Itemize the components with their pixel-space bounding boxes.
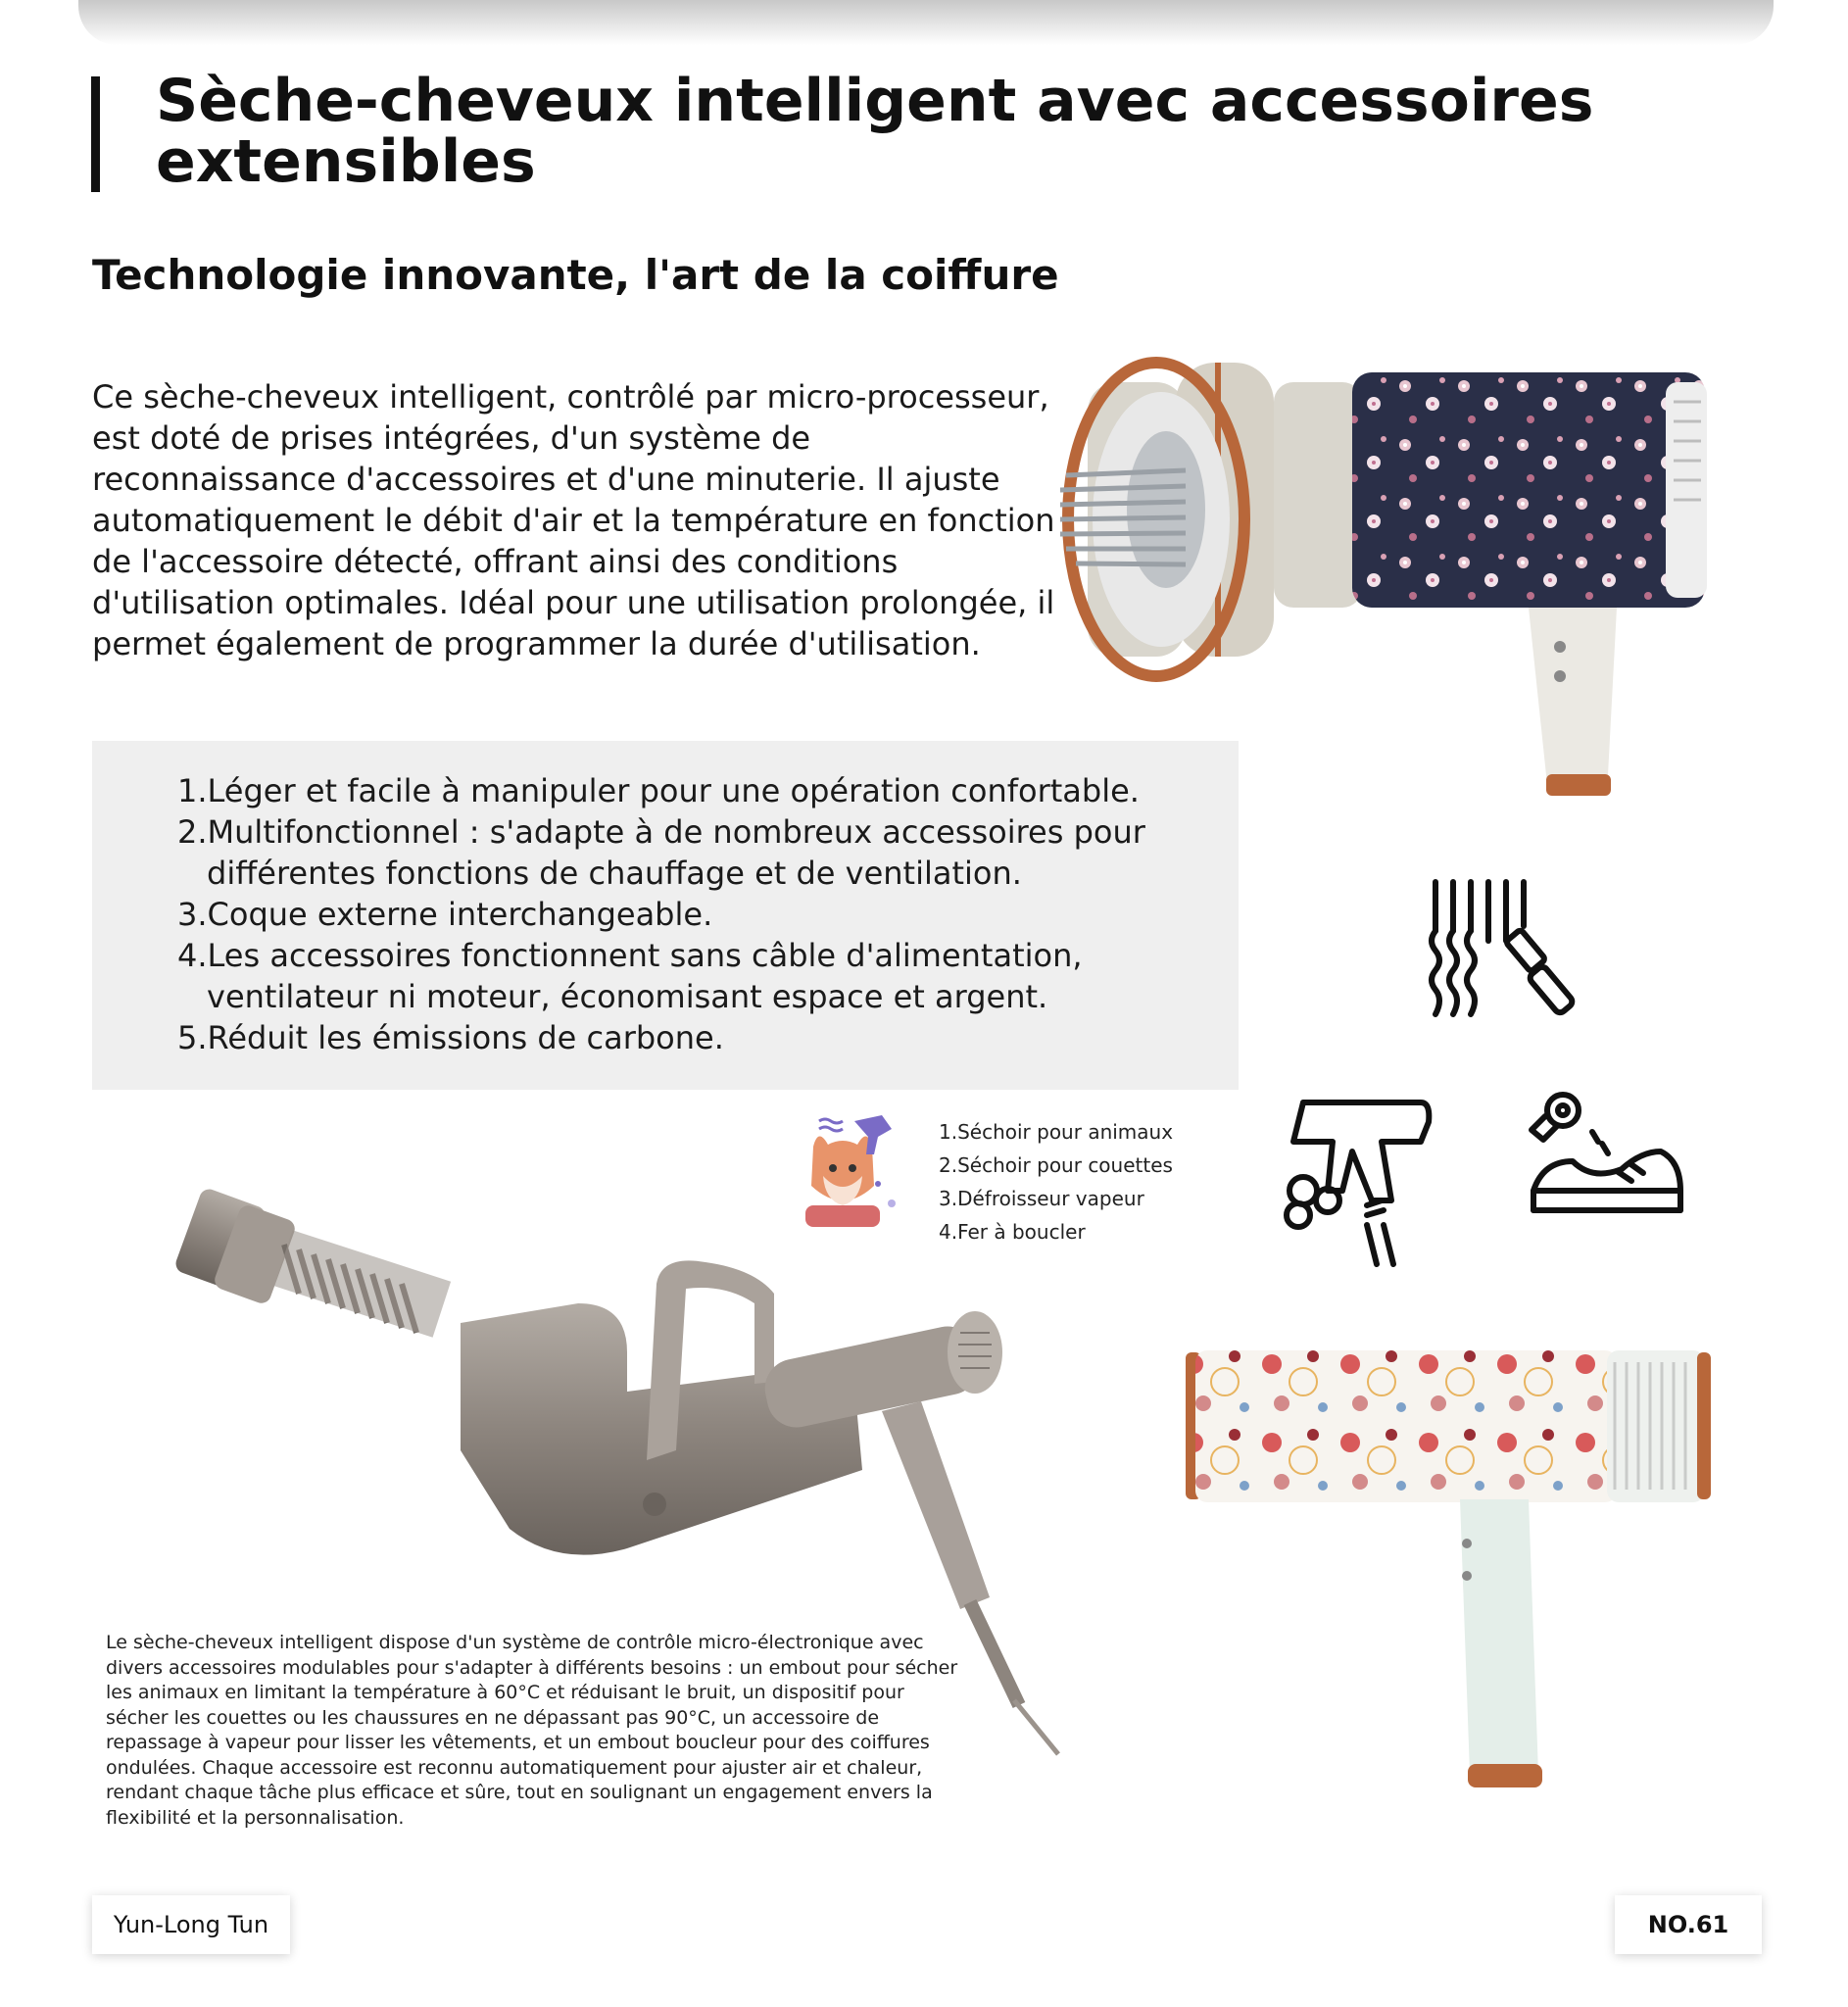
accessory-item: 1.Séchoir pour animaux — [939, 1120, 1174, 1144]
accessory-item: 2.Séchoir pour couettes — [939, 1153, 1173, 1177]
author-label: Yun-Long Tun — [92, 1895, 290, 1954]
page-subtitle: Technologie innovante, l'art de la coiffure — [92, 251, 1059, 299]
features-list — [92, 741, 1239, 1058]
accessory-item: 4.Fer à boucler — [939, 1220, 1086, 1244]
feature-item: 1.Léger et facile à manipuler pour une opération confortable. — [177, 772, 1140, 809]
dryer-with-brush-image — [1039, 314, 1744, 804]
feature-item: 3.Coque externe interchangeable. — [177, 896, 713, 933]
floral-dryer-image — [1176, 1343, 1725, 1813]
feature-item: 2.Multifonctionnel : s'adapte à de nombreux accessoires pour différentes fonctions de chauffage et de ventilation. — [177, 813, 1145, 892]
curling-iron-icon — [1426, 872, 1573, 1039]
shoe-dryer-icon — [1524, 1083, 1690, 1230]
feature-item: 5.Réduit les émissions de carbone. — [177, 1019, 724, 1056]
steam-iron-icon — [1274, 1093, 1440, 1269]
page-title: Sèche-cheveux intelligent avec accessoires extensibles — [156, 67, 1594, 196]
top-shadow — [78, 0, 1774, 45]
page-number: NO.61 — [1615, 1895, 1762, 1954]
intro-paragraph: Ce sèche-cheveux intelligent, contrôlé par micro-processeur, est doté de prises intégrées, d'un système de reconnaissance d'accessoires et d'une minuterie. Il ajuste automatiquement le débit d'air et la température en fonction de l'accessoire détecté, offrant ainsi des conditions d'utilisation optimales. Idéal pour une utilisation prolongée, il permet également de programmer la durée d'utilisation. — [92, 378, 1055, 662]
description-paragraph: Le sèche-cheveux intelligent dispose d'un système de contrôle micro-électronique avec divers accessoires modulables pour s'adapter à différents besoins : un embout pour sécher les animaux en limitant la température à 60°C et réduisant le bruit, un dispositif pour sécher les couettes ou les chaussures en ne dépassant pas 90°C, un accessoire de repassage à vapeur pour lisser les vêtements, et un embout boucleur pour des coiffures ondulées. Chaque accessoire est reconnu automatiquement pour ajuster air et chaleur, rendant chaque tâche plus efficace et sûre, tout en soulignant un engagement envers la flexibilité et la personnalisation. — [106, 1632, 958, 1829]
title-accent-bar — [91, 76, 100, 192]
accessory-item: 3.Défroisseur vapeur — [939, 1187, 1144, 1210]
feature-item: 4.Les accessoires fonctionnent sans câble d'alimentation, ventilateur ni moteur, économisant espace et argent. — [177, 937, 1083, 1015]
features-box — [92, 741, 1239, 1090]
